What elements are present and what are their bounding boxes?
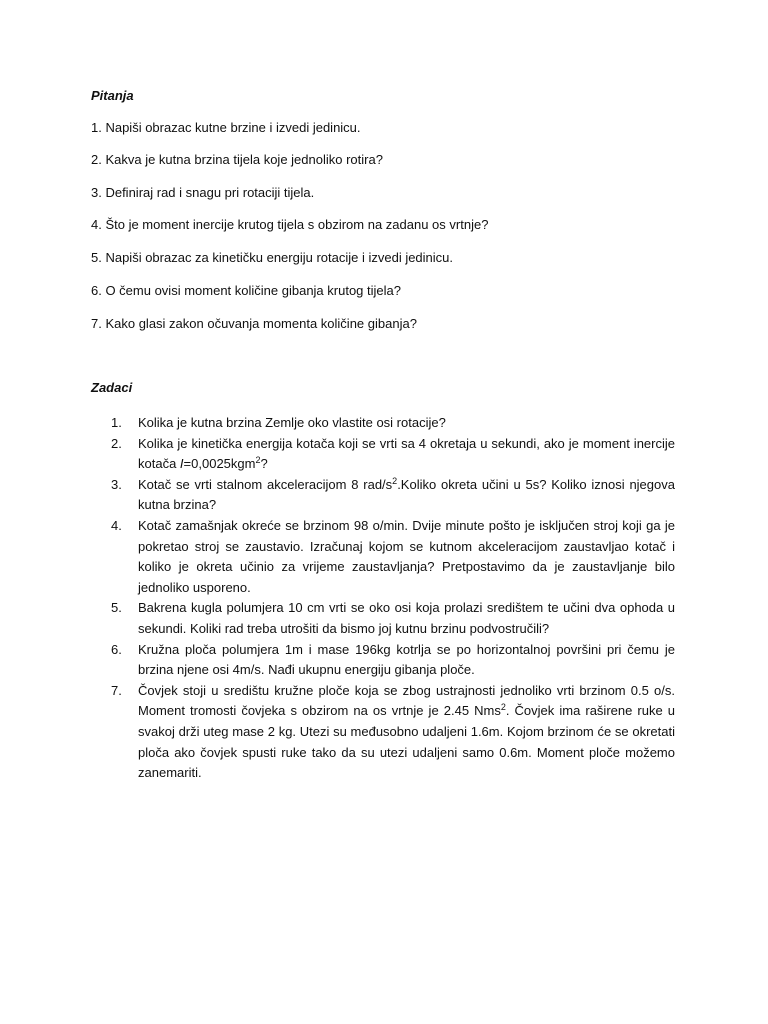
task-text: Kotač se vrti stalnom akceleracijom 8 rad/s bbox=[138, 476, 393, 492]
question-7: 7. Kako glasi zakon očuvanja momenta količine gibanja? bbox=[91, 316, 417, 331]
task-text: Kolika je kutna brzina Zemlje oko vlastite osi rotacije? bbox=[138, 415, 446, 430]
task-number: 1. bbox=[111, 415, 122, 430]
task-list bbox=[111, 413, 675, 784]
task-number: 6. bbox=[111, 641, 122, 657]
task-variable: I bbox=[179, 456, 184, 472]
task-number: 7. bbox=[111, 682, 122, 698]
task-5 bbox=[111, 598, 675, 639]
task-number: 2. bbox=[111, 435, 122, 451]
task-superscript: 2 bbox=[392, 475, 398, 486]
question-6: 6. O čemu ovisi moment količine gibanja krutog tijela? bbox=[91, 283, 401, 298]
task-number: 4. bbox=[111, 517, 122, 533]
question-3: 3. Definiraj rad i snagu pri rotaciji tijela. bbox=[91, 185, 315, 200]
task-6 bbox=[111, 640, 675, 681]
question-4: 4. Što je moment inercije krutog tijela s obzirom na zadanu os vrtnje? bbox=[91, 217, 489, 232]
task-text: . Čovjek ima raširene ruke u svakoj drži uteg mase 2 kg. Utezi su međusobno udaljeni 1.6m. Kojom brzinom će se okretati ploča ako čovjek spusti ruke tako da su utezi udaljeni samo 0.6m. Moment ploče možemo zanemariti. bbox=[138, 703, 675, 781]
zadaci-heading: Zadaci bbox=[91, 380, 133, 395]
task-7 bbox=[111, 681, 675, 784]
task-number: 3. bbox=[111, 476, 122, 492]
task-text: Kolika je kinetička energija kotača koji se vrti sa 4 okretaja u sekundi, ako je moment inercije kotača bbox=[138, 435, 675, 472]
question-2: 2. Kakva je kutna brzina tijela koje jednoliko rotira? bbox=[91, 152, 383, 167]
task-3 bbox=[111, 475, 675, 516]
task-4 bbox=[111, 516, 675, 598]
task-superscript: 2 bbox=[255, 455, 261, 466]
task-text: Bakrena kugla polumjera 10 cm vrti se oko osi koja prolazi središtem te učini dva ophoda u sekundi. Koliki rad treba utrošiti da bismo joj kutnu brzinu podvostručili? bbox=[138, 600, 675, 636]
task-text: =0,0025kgm bbox=[183, 456, 256, 472]
question-1: 1. Napiši obrazac kutne brzine i izvedi jedinicu. bbox=[91, 120, 361, 135]
task-text: Kružna ploča polumjera 1m i mase 196kg kotrlja se po horizontalnoj površini pri čemu je brzina njene osi 4m/s. Nađi ukupnu energiju gibanja ploče. bbox=[138, 641, 675, 678]
task-text: Kotač zamašnjak okreće se brzinom 98 o/min. Dvije minute pošto je isključen stroj koji ga je pokretao stroj se zaustavio. Izračunaj kojom se kutnom akceleracijom zaustavljao kotač i koliko je okreta učinio za vrijeme zaustavljanja? Pretpostavimo da je zaustavljanje bilo jednoliko usporeno. bbox=[138, 517, 675, 595]
task-2 bbox=[111, 434, 675, 475]
task-text: ? bbox=[260, 456, 268, 472]
question-5: 5. Napiši obrazac za kinetičku energiju rotacije i izvedi jedinicu. bbox=[91, 250, 454, 265]
task-1 bbox=[111, 413, 675, 434]
task-number: 5. bbox=[111, 600, 122, 616]
task-text: Čovjek stoji u središtu kružne ploče koja se zbog ustrajnosti jednoliko vrti brzinom 0.5 o/s. Moment tromosti čovjeka s obzirom na os vrtnje je 2.45 Nms bbox=[138, 682, 675, 719]
task-superscript: 2 bbox=[500, 702, 506, 713]
task-text: .Koliko okreta učini u 5s? Koliko iznosi njegova kutna brzina? bbox=[138, 476, 675, 513]
pitanja-heading: Pitanja bbox=[91, 88, 134, 103]
